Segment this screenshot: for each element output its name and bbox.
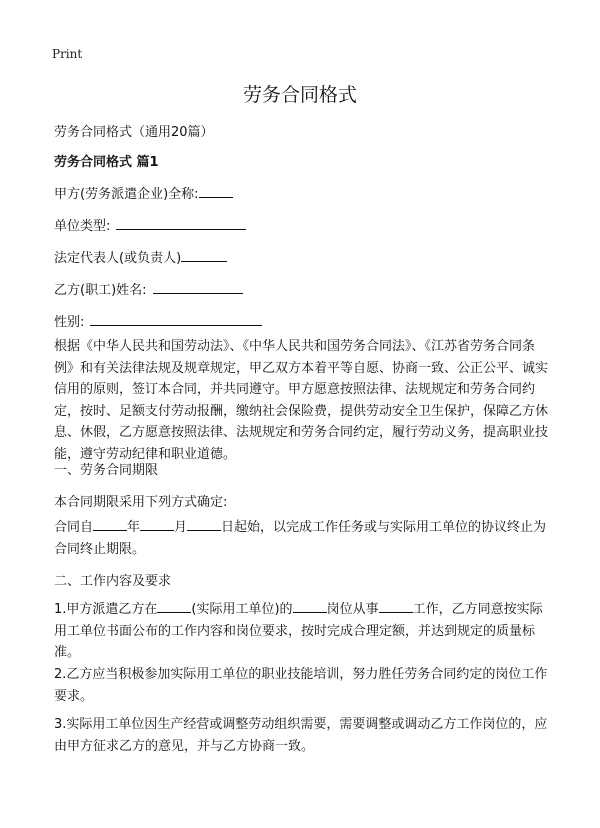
section2-item2: 2.乙方应当积极参加实际用工单位的职业技能培训，努力胜任劳务合同约定的岗位工作要求。	[54, 667, 548, 704]
field-unit-type	[54, 215, 246, 234]
intro-paragraph: 根据《中华人民共和国劳动法》、《中华人民共和国劳务合同法》、《江苏省劳务合同条例》和有关法律法规及规章规定，甲乙双方本着平等自愿、协商一致、公正公平、诚实信用的原则，签订本合同，并共同遵守。甲方愿意按照法律、法规规定和劳务合同约定，按时、足额支付劳动报酬，缴纳社会保险费，提供劳动安全卫生保护，保障乙方休息、休假，乙方愿意按照法律、法规规定和劳务合同约定，履行劳动义务，提高职业技能，遵守劳动纪律和职业道德。	[54, 339, 549, 462]
field-party-a-label: 甲方(劳务派遣企业)全称:	[54, 187, 199, 202]
section2-item3: 3.实际用工单位因生产经营或调整劳动组织需要，需要调整或调动乙方工作岗位的，应由甲方征求乙方的意见，并与乙方协商一致。	[54, 717, 548, 754]
item1-unit-blank	[157, 600, 191, 613]
term-rest: 日起始，以完成工作任务或与实际用工单位的协议终止为合同终止期限。	[54, 520, 547, 557]
term-year-label: 年	[127, 520, 141, 535]
term-month-blank	[140, 518, 174, 531]
term-month-label: 月	[174, 520, 188, 535]
section2-item1	[54, 599, 550, 664]
item1-part-b: (实际用工单位)的	[191, 602, 293, 617]
term-year-blank	[93, 518, 127, 531]
legal-rep-blank	[181, 249, 227, 262]
item1-part-a: 1.甲方派遣乙方在	[54, 602, 158, 617]
document-title: 劳务合同格式	[242, 84, 357, 106]
party-b-blank	[153, 281, 243, 294]
term-day-blank	[187, 518, 221, 531]
section1-term	[54, 517, 550, 560]
item1-work-blank	[379, 600, 413, 613]
field-unit-type-label: 单位类型:	[54, 219, 111, 234]
section2-title: 二、工作内容及要求	[54, 574, 172, 589]
section-heading: 劳务合同格式 篇1	[54, 155, 159, 170]
field-gender	[54, 311, 262, 330]
field-party-b-label: 乙方(职工)姓名:	[54, 283, 147, 298]
field-gender-label: 性别:	[54, 315, 85, 330]
section1-title: 一、劳务合同期限	[54, 463, 159, 478]
item1-post-blank	[293, 600, 327, 613]
unit-type-blank	[116, 217, 246, 230]
section1-line1: 本合同期限采用下列方式确定:	[54, 495, 228, 510]
print-label[interactable]: Print	[52, 47, 83, 61]
field-party-a	[54, 183, 233, 202]
gender-blank	[90, 313, 262, 326]
document-subtitle: 劳务合同格式（通用20篇）	[54, 125, 214, 140]
item1-part-c: 岗位从事	[326, 602, 379, 617]
field-legal-rep	[54, 247, 227, 266]
field-legal-rep-label: 法定代表人(或负责人)	[54, 251, 182, 266]
field-party-b	[54, 279, 243, 298]
term-prefix: 合同自	[54, 520, 94, 535]
item1-part-d: 工作，乙方同意按实际用工单位书面公布的工作内容和岗位要求，按时完成合理定额，并达到规定的质量标准。	[54, 602, 543, 660]
party-a-blank	[199, 185, 233, 198]
